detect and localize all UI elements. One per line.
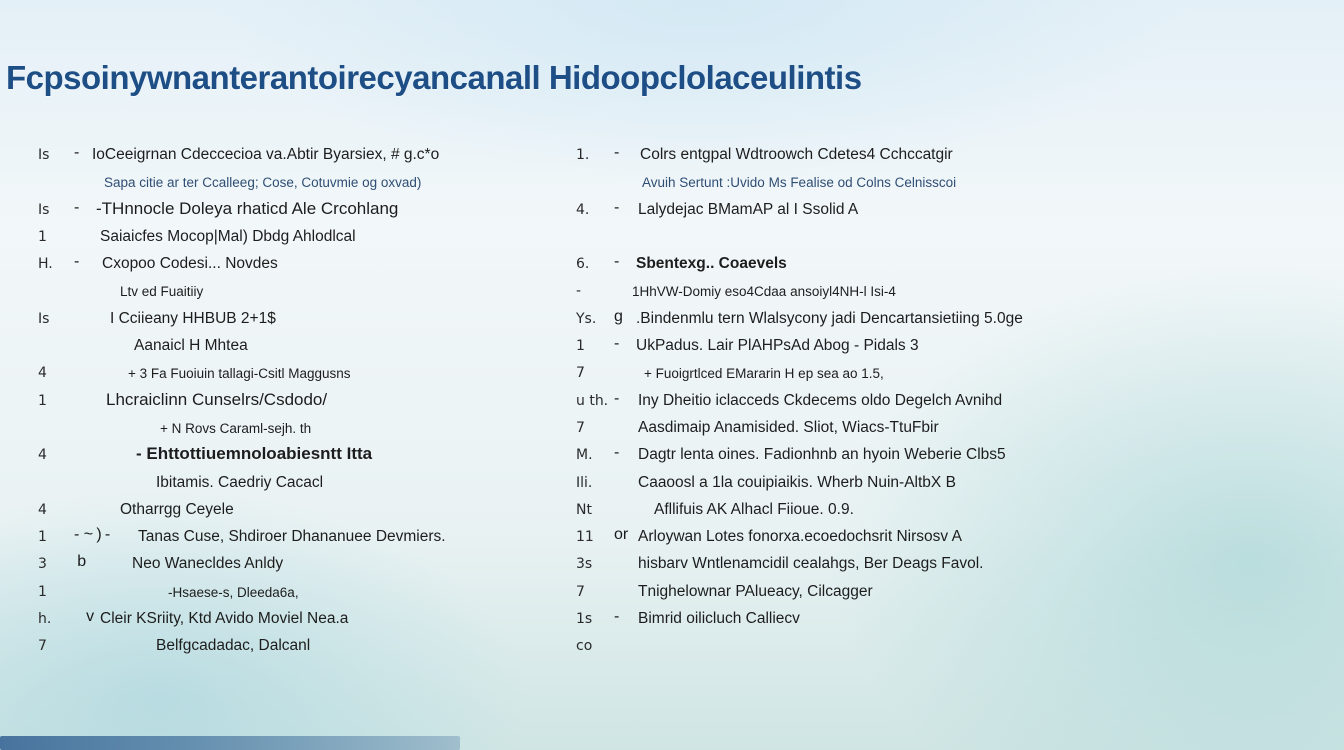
item-text: UkPadus. Lair PlAHPsAd Abog - Pidals 3 [636,337,919,355]
item-number: Ili. [576,474,593,491]
item-text: Belfgcadadac, Dalcanl [156,637,311,655]
item-text: + Fuoigrtlced EMararin H ep sea ao 1.5, [644,366,884,382]
list-item [560,525,1160,552]
list-item [560,443,1160,470]
list-item [0,334,560,361]
item-text: Cxopoo Codesi... Novdes [102,255,278,273]
item-text: I Cciieany HHBUB 2+1$ [110,309,276,327]
item-text: Tnighelownar PAlueacy, Cilcagger [638,582,873,600]
item-number: Ys. [576,310,597,327]
item-number: 6. [576,256,590,273]
list-item [0,525,560,552]
item-number: 7 [576,419,585,436]
item-text: Ltv ed Fuaitiiy [120,284,204,300]
bullet-marker: - [614,389,620,407]
bottom-band [0,736,460,750]
bullet-marker: - [74,253,80,271]
list-item [560,607,1160,634]
list-item [0,471,560,498]
item-number: 1 [576,338,585,355]
list-item [0,580,560,607]
item-number: 4 [38,447,47,464]
item-number: 1 [38,583,47,600]
item-number: h. [38,611,52,628]
item-number: 7 [38,638,47,655]
item-number: Nt [576,501,592,518]
bullet-marker: - [74,144,80,161]
item-number: 4 [38,365,47,382]
item-text: IoCeeigrnan Cdeccecioa va.Abtir Byarsiex, # g.c*o [92,146,440,163]
item-number: - [576,283,582,300]
bullet-marker: - ~ ) - [74,526,111,544]
item-number: 1 [38,529,47,546]
bullet-marker: - [614,335,620,353]
list-item [560,416,1160,443]
list-item [0,552,560,579]
item-text: Aasdimaip Anamisided. Sliot, Wiacs-TtuFbir [638,418,939,436]
list-item [560,389,1160,416]
item-number: M. [576,447,593,464]
item-number: H. [38,256,53,273]
list-item [560,170,1160,197]
item-text: Arloywan Lotes fonorxa.ecoedochsrit Nirsosv A [638,528,962,546]
left-column [0,143,560,662]
bullet-marker: b [74,553,87,571]
list-item [0,307,560,334]
list-item [560,471,1160,498]
item-number: u th. [576,392,609,409]
list-item [0,416,560,443]
item-text: -THnnocle Doleya rhaticd Ale Crcohlang [96,198,399,218]
item-number: 1. [576,147,590,163]
item-text: Aanaicl H Mhtea [134,337,248,355]
item-text: Lalydejac BMamAP al I Ssolid A [638,200,859,218]
list-item [0,498,560,525]
item-number: 1 [38,228,47,245]
item-number: Is [38,201,50,218]
list-item [560,580,1160,607]
bullet-marker: - [614,608,620,626]
item-text: -Hsaese-s, Dleeda6a, [168,584,299,600]
bullet-marker: - [614,253,620,271]
slide-title: Fcpsoinywnanterantoirecyancanall Hidoopclolaceulintis [6,59,862,96]
item-text: Bimrid oilicluch Calliecv [638,610,800,628]
bullet-marker: v [74,608,95,626]
right-column [560,143,1160,662]
item-text: Otharrgg Ceyele [120,500,234,518]
item-number: 7 [576,365,585,382]
item-number: Is [38,147,50,163]
item-text: Sapa citie ar ter Ccalleeg; Cose, Cotuvmie og oxvad) [104,175,422,191]
list-item [560,498,1160,525]
item-number: 7 [576,583,585,600]
item-text: Saiaicfes Mocop|Mal) Dbdg Ahlodlcal [100,227,356,245]
bullet-marker: - [614,444,620,462]
item-number: 4. [576,201,590,218]
item-text: Neo Wanecldes Anldy [132,555,284,573]
list-item [0,443,560,470]
bullet-marker: - [614,144,620,161]
list-item [560,334,1160,361]
item-text: hisbarv Wntlenamcidil cealahgs, Ber Deags Favol. [638,555,984,573]
list-item [560,552,1160,579]
item-number: 11 [576,529,594,546]
list-item [560,279,1160,306]
item-text: Ibitamis. Caedriy Cacacl [156,473,324,491]
list-item [0,361,560,388]
list-item [0,143,560,170]
item-text: - Ehttottiuemnoloabiesntt Itta [136,444,373,464]
bullet-marker: g [614,307,623,325]
list-item [560,634,1160,661]
item-text: Cleir KSriity, Ktd Avido Moviel Nea.a [100,610,349,628]
item-number: Is [38,310,50,327]
item-number: 4 [38,501,47,518]
item-text: Afllifuis AK Alhacl Fiioue. 0.9. [654,500,854,518]
item-text: Tanas Cuse, Shdiroer Dhananuee Devmiers. [138,528,446,546]
list-item [0,198,560,225]
item-text: .Bindenmlu tern Wlalsycony jadi Dencartansietiing 5.0ge [636,309,1023,327]
bullet-marker: - [614,198,620,216]
item-text: Sbentexg.. Coaevels [636,255,787,273]
item-text: 1HhVW-Domiy eso4Cdaa ansoiyl4NH-l Isi-4 [632,284,896,300]
item-number: 3 [38,556,47,573]
list-item [0,225,560,252]
item-number: 3s [576,556,593,573]
bullet-marker: or [614,526,629,544]
list-item [0,170,560,197]
list-item [0,607,560,634]
item-text: Caaoosl a 1la couipiaikis. Wherb Nuin-AltbX B [638,473,956,491]
list-item [0,279,560,306]
item-number: 1 [38,392,47,409]
item-text: Iny Dheitio iclacceds Ckdecems oldo Degelch Avnihd [638,391,1003,409]
item-text: + N Rovs Caraml-sejh. th [160,420,312,436]
list-item [0,634,560,661]
bullet-marker: - [74,198,80,216]
item-text: + 3 Fa Fuoiuin tallagi-Csitl Maggusns [128,366,351,382]
list-item [560,307,1160,334]
list-item [0,252,560,279]
item-text: Dagtr lenta oines. Fadionhnb an hyoin Weberie Clbs5 [638,446,1006,464]
item-text: Colrs entgpal Wdtroowch Cdetes4 Cchccatgir [640,146,953,163]
list-item [0,389,560,416]
list-item [560,361,1160,388]
list-item [560,252,1160,279]
list-item [560,143,1160,170]
item-number: 1s [576,611,593,628]
item-number: co [576,638,593,655]
list-item [560,198,1160,225]
item-text: Lhcraiclinn Cunselrs/Csdodo/ [106,389,328,409]
item-text: Avuih Sertunt :Uvido Ms Fealise od Colns Celnisscoi [642,175,957,191]
list-item [560,225,1160,252]
